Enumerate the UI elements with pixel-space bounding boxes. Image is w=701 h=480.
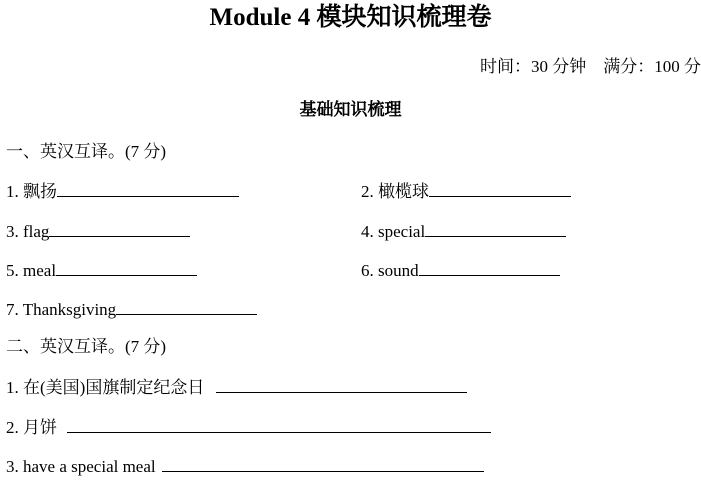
part1-item-1	[6, 179, 239, 203]
section-heading: 基础知识梳理	[299, 100, 402, 119]
item-label: 4. special	[361, 222, 426, 241]
answer-blank[interactable]	[56, 258, 197, 276]
time-and-score: 时间：30 分钟 满分：100 分	[480, 57, 701, 76]
item-label: 3. have a special meal	[6, 457, 156, 476]
part2-item-3	[6, 454, 484, 478]
answer-blank[interactable]	[49, 219, 190, 237]
item-label: 5. meal	[6, 261, 57, 280]
answer-blank[interactable]	[57, 179, 239, 197]
part2-item-1	[6, 375, 467, 399]
answer-blank[interactable]	[429, 179, 571, 197]
item-label: 2. 月饼	[6, 418, 57, 437]
item-label: 1. 在(美国)国旗制定纪念日	[6, 378, 205, 397]
part1-item-2	[361, 179, 571, 203]
part1-item-3	[6, 219, 190, 243]
part1-heading: 一、英汉互译。(7 分)	[6, 142, 167, 161]
answer-blank[interactable]	[419, 258, 560, 276]
item-label: 1. 飘扬	[6, 182, 57, 201]
part2-item-2	[6, 415, 491, 439]
answer-blank[interactable]	[216, 375, 467, 393]
part1-item-6	[361, 258, 560, 282]
answer-blank[interactable]	[67, 415, 491, 433]
item-label: 7. Thanksgiving	[6, 300, 117, 319]
item-label: 6. sound	[361, 261, 419, 280]
page-title: Module 4 模块知识梳理卷	[209, 4, 492, 31]
item-label: 2. 橄榄球	[361, 182, 429, 201]
part1-item-4	[361, 219, 566, 243]
answer-blank[interactable]	[116, 297, 257, 315]
answer-blank[interactable]	[162, 454, 484, 472]
answer-blank[interactable]	[425, 219, 566, 237]
part1-item-5	[6, 258, 197, 282]
part1-item-7	[6, 297, 257, 321]
part2-heading: 二、英汉互译。(7 分)	[6, 337, 167, 356]
item-label: 3. flag	[6, 222, 50, 241]
